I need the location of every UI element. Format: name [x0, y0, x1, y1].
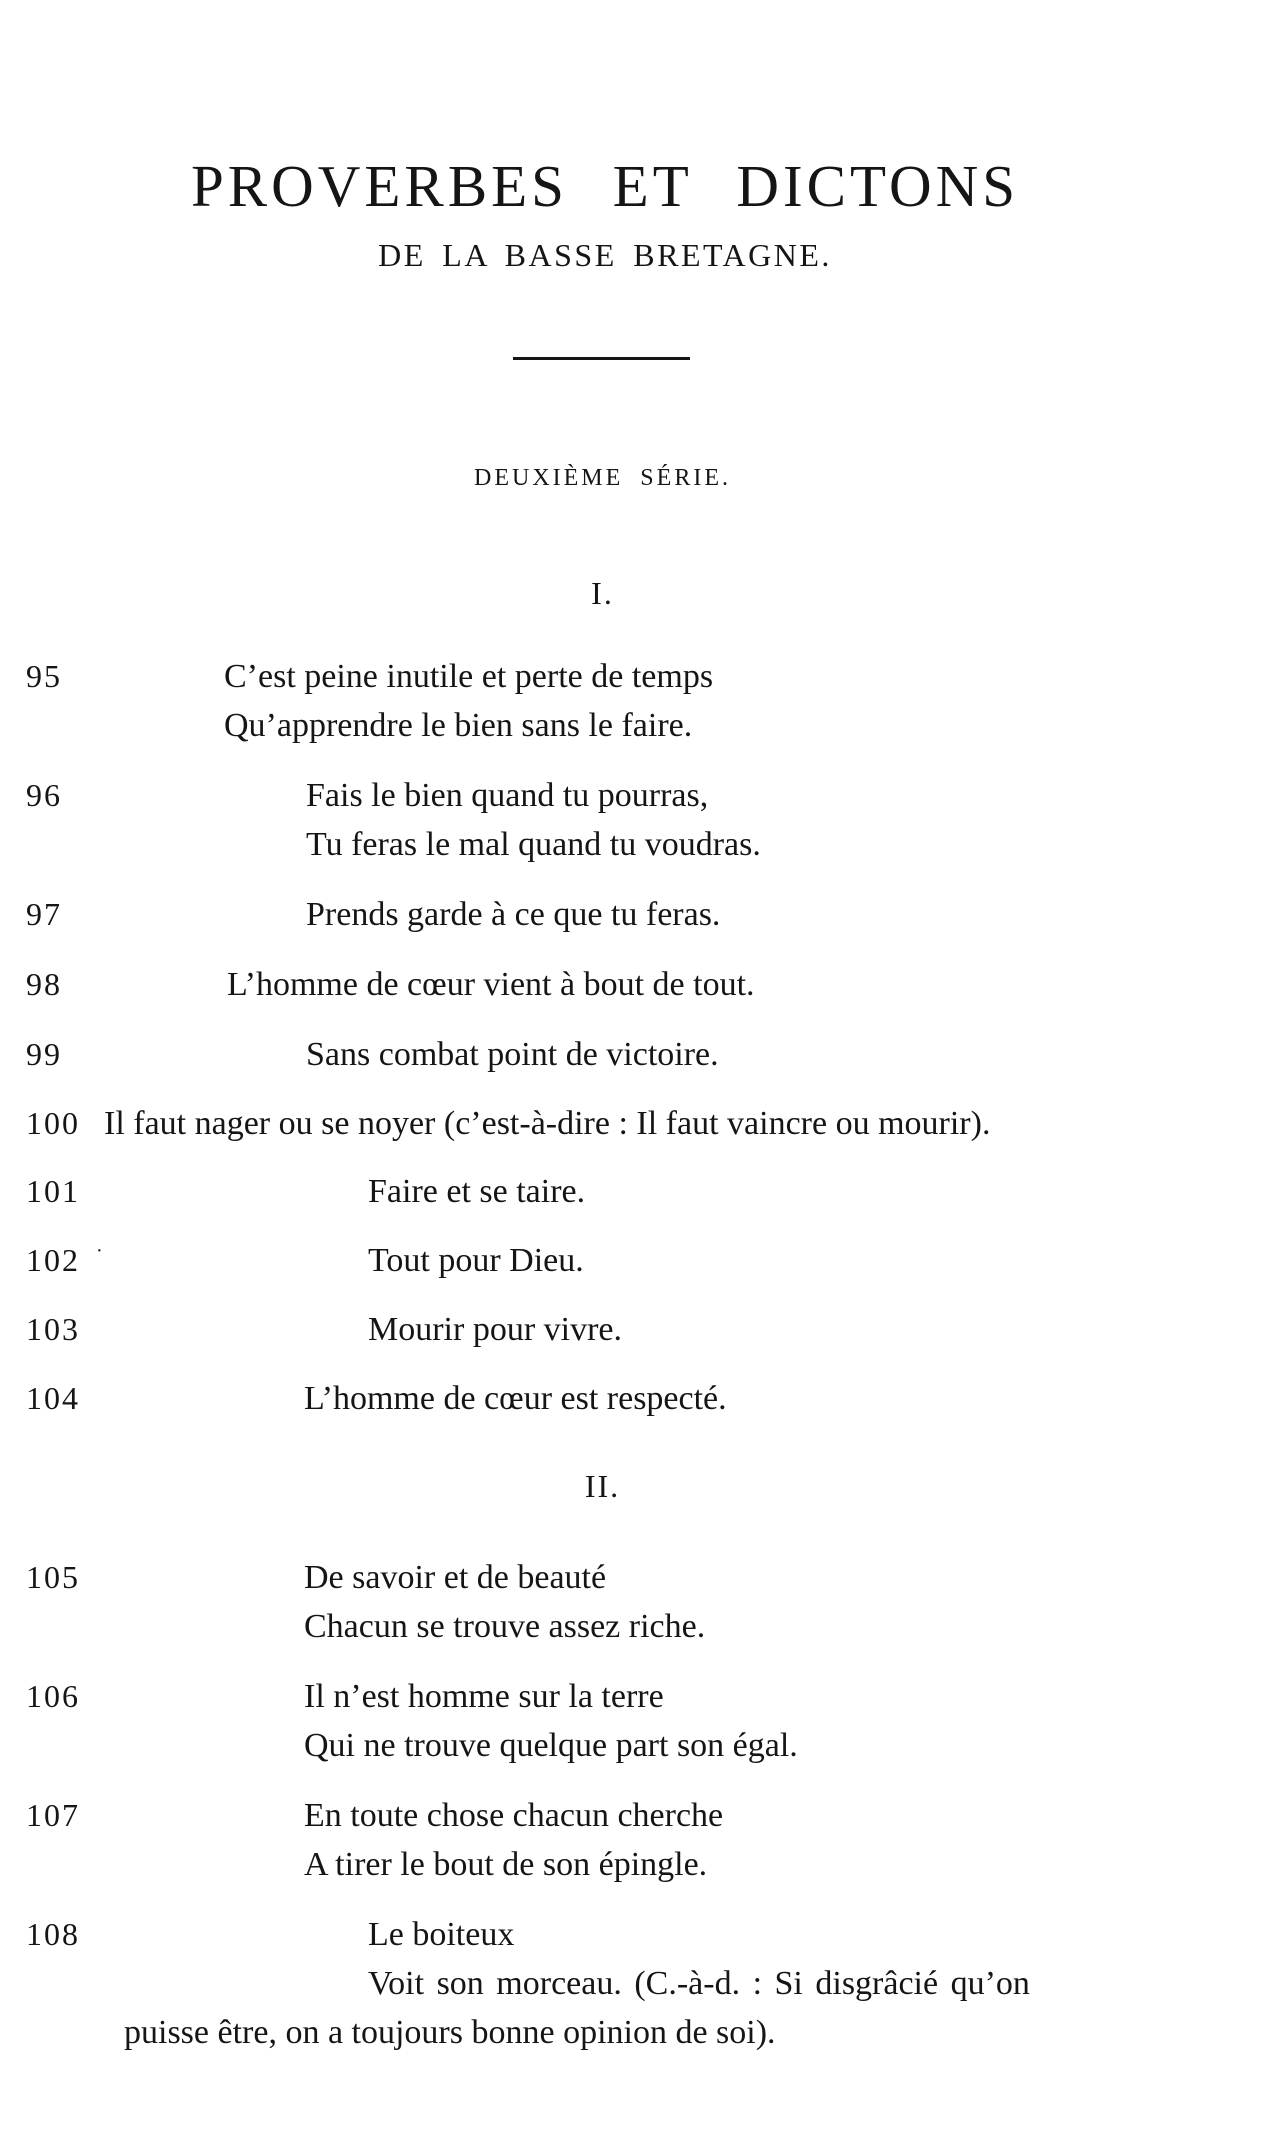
proverb-line: Le boiteux — [368, 1916, 515, 1953]
proverb-line: Prends garde à ce que tu feras. — [306, 896, 721, 933]
proverb-line: De savoir et de beauté — [304, 1559, 607, 1596]
proverb-line: Fais le bien quand tu pourras, — [306, 777, 709, 814]
title-divider — [513, 357, 690, 360]
proverb-line: L’homme de cœur vient à bout de tout. — [227, 966, 755, 1003]
section-heading-1: I. — [591, 575, 614, 611]
proverb-number: 106 — [26, 1678, 80, 1714]
page-subtitle: DE LA BASSE BRETAGNE. — [378, 237, 832, 273]
series-heading: DEUXIÈME SÉRIE. — [474, 465, 731, 491]
proverb-line: C’est peine inutile et perte de temps — [224, 658, 714, 695]
proverb-line: Voit son morceau. (C.-à-d. : Si disgrâcié qu’on — [368, 1965, 1030, 2002]
proverb-number: 96 — [26, 777, 62, 813]
proverb-number: 107 — [26, 1797, 80, 1833]
proverb-line: puisse être, on a toujours bonne opinion de soi). — [124, 2014, 776, 2051]
margin-dot: · — [96, 1240, 103, 1262]
proverb-number: 103 — [26, 1311, 80, 1347]
proverb-number: 105 — [26, 1559, 80, 1595]
proverb-line: Il n’est homme sur la terre — [304, 1678, 664, 1715]
proverb-line: Tu feras le mal quand tu voudras. — [306, 826, 761, 863]
proverb-line: L’homme de cœur est respecté. — [304, 1380, 727, 1417]
proverb-number: 95 — [26, 658, 62, 694]
proverb-line: Mourir pour vivre. — [368, 1311, 623, 1348]
page-title: PROVERBES ET DICTONS — [190, 152, 1020, 219]
section-heading-2: II. — [584, 1468, 621, 1504]
proverb-line: Sans combat point de victoire. — [306, 1036, 719, 1073]
proverb-number: 98 — [26, 966, 62, 1002]
proverb-line: Faire et se taire. — [368, 1173, 586, 1210]
proverb-line: Il faut nager ou se noyer (c’est-à-dire : Il faut vaincre ou mourir). — [104, 1105, 991, 1142]
proverb-line: A tirer le bout de son épingle. — [304, 1846, 708, 1883]
proverb-number: 108 — [26, 1916, 80, 1952]
proverb-number: 97 — [26, 896, 62, 932]
proverb-number: 101 — [26, 1173, 80, 1209]
proverb-line: Qu’apprendre le bien sans le faire. — [224, 707, 693, 744]
proverb-line: Qui ne trouve quelque part son égal. — [304, 1727, 798, 1764]
proverb-line: Chacun se trouve assez riche. — [304, 1608, 706, 1645]
proverb-number: 104 — [26, 1380, 80, 1416]
proverb-number: 99 — [26, 1036, 62, 1072]
proverb-line: Tout pour Dieu. — [368, 1242, 584, 1279]
proverb-number: 100 — [26, 1105, 80, 1141]
proverb-line: En toute chose chacun cherche — [304, 1797, 724, 1834]
proverb-number: 102 — [26, 1242, 80, 1278]
